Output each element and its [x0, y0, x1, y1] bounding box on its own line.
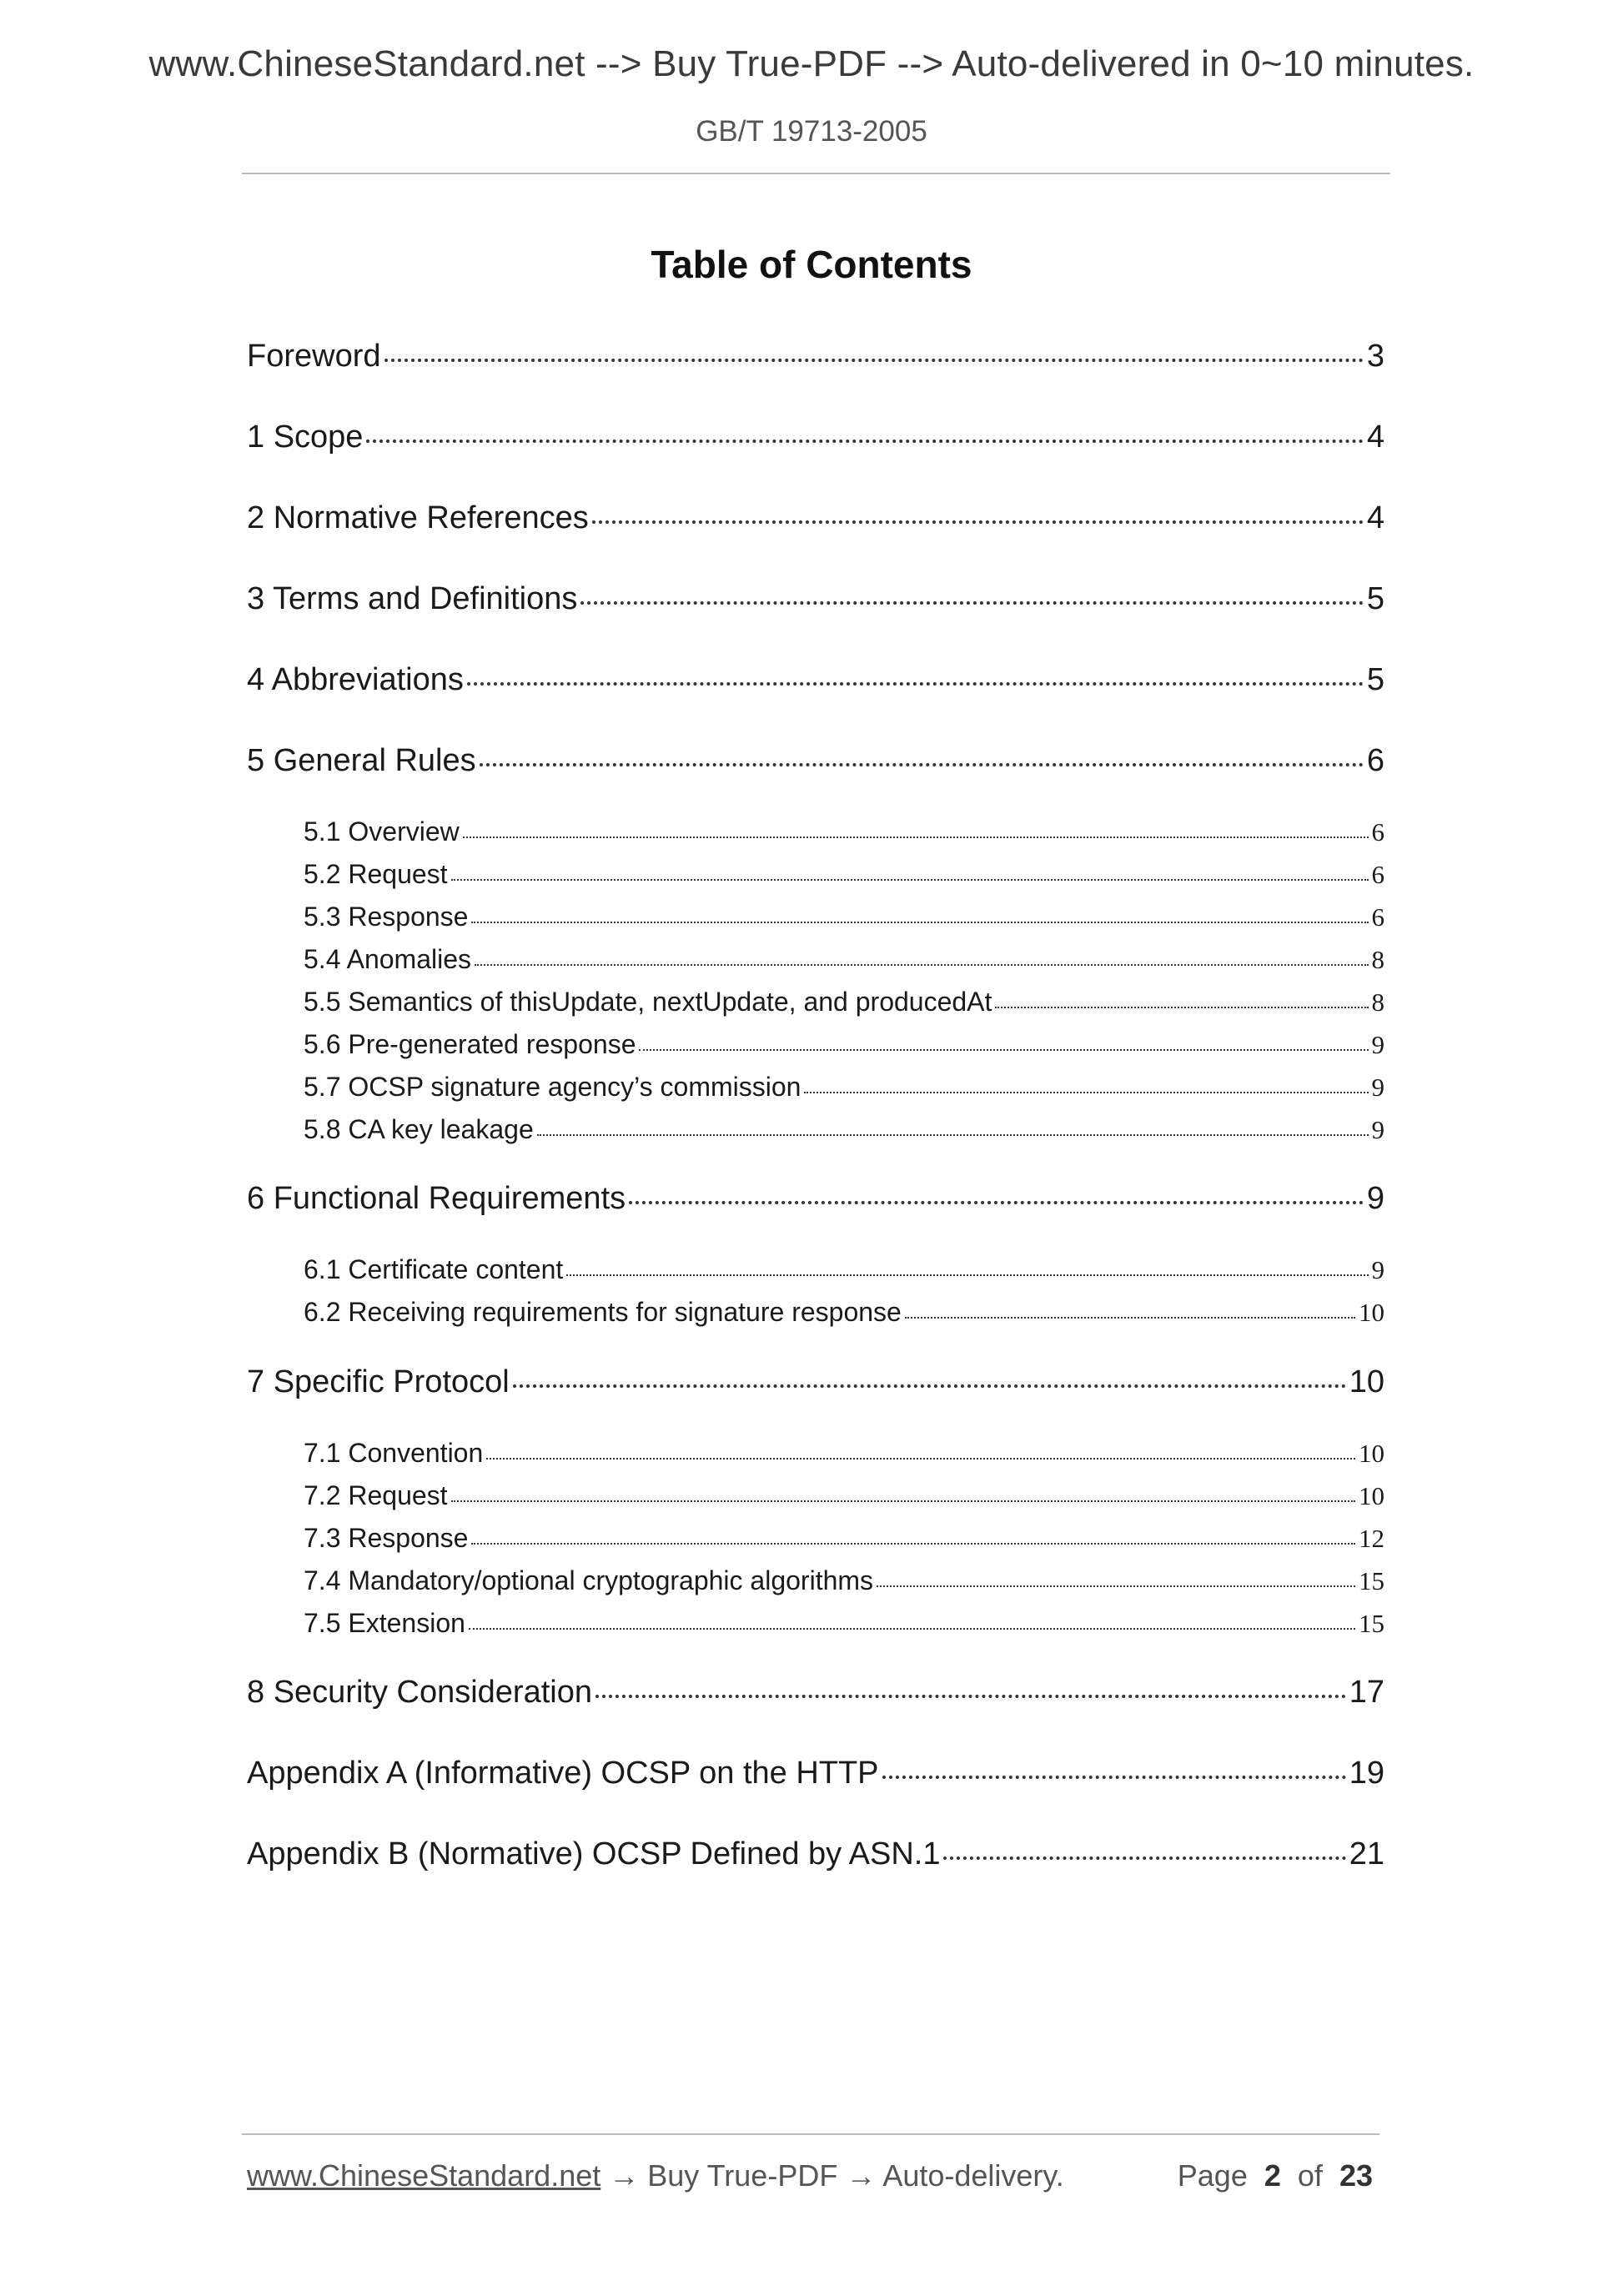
- page-total: 23: [1339, 2158, 1373, 2193]
- toc-entry-7-3[interactable]: [304, 1523, 1384, 1554]
- toc-entry-5-2[interactable]: [304, 859, 1384, 890]
- toc-entry-scope[interactable]: [247, 420, 1384, 455]
- toc-entry-page: 10: [1359, 1481, 1384, 1510]
- toc-entry-page: 15: [1359, 1609, 1384, 1638]
- toc-entry-label: 4 Abbreviations: [247, 662, 464, 697]
- toc-entry-page: 10: [1349, 1364, 1384, 1399]
- dot-leader: [469, 1628, 1355, 1630]
- toc-entry-label: 1 Scope: [247, 420, 364, 455]
- dot-leader: [471, 1543, 1355, 1545]
- toc-entry-page: 9: [1371, 1030, 1384, 1059]
- dot-leader: [384, 359, 1364, 362]
- page-indicator: [1178, 2158, 1373, 2193]
- toc-entry-page: 10: [1359, 1439, 1384, 1468]
- toc-entry-page: 8: [1371, 987, 1384, 1017]
- dot-leader: [592, 520, 1364, 524]
- dot-leader: [537, 1134, 1369, 1136]
- toc-entry-label: 5.2 Request: [304, 859, 448, 889]
- toc-entry-label: 7.5 Extension: [304, 1608, 465, 1638]
- toc-entry-page: 6: [1371, 860, 1384, 889]
- toc-entry-appendix-b[interactable]: [247, 1836, 1384, 1872]
- toc-entry-page: 17: [1349, 1675, 1384, 1710]
- toc-entry-5-5[interactable]: [304, 987, 1384, 1017]
- toc-entry-page: 3: [1366, 339, 1384, 374]
- toc-entry-label: 5.5 Semantics of thisUpdate, nextUpdate, and producedAt: [304, 987, 992, 1017]
- dot-leader: [629, 1201, 1364, 1204]
- toc-entry-label: Appendix A (Informative) OCSP on the HTTP: [247, 1756, 879, 1791]
- dot-leader: [513, 1384, 1346, 1388]
- of-word: of: [1297, 2158, 1323, 2193]
- toc-entry-6-1[interactable]: [304, 1254, 1384, 1285]
- toc-entry-page: 8: [1371, 945, 1384, 974]
- toc-entry-label: 5.4 Anomalies: [304, 944, 472, 974]
- dot-leader: [486, 1458, 1355, 1459]
- toc-entry-page: 21: [1349, 1836, 1384, 1871]
- page-current: 2: [1264, 2158, 1281, 2193]
- toc-entry-general-rules[interactable]: [247, 743, 1384, 779]
- toc-entry-label: 2 Normative References: [247, 500, 589, 535]
- toc-entry-5-8[interactable]: [304, 1114, 1384, 1145]
- footer-divider: [242, 2133, 1379, 2135]
- toc-entry-label: 6 Functional Requirements: [247, 1181, 626, 1216]
- toc-entry-label: 7 Specific Protocol: [247, 1364, 510, 1399]
- toc-entry-label: 5.1 Overview: [304, 816, 460, 847]
- dot-leader: [366, 440, 1363, 443]
- toc-entry-5-3[interactable]: [304, 902, 1384, 932]
- toc-entry-page: 9: [1366, 1181, 1384, 1216]
- dot-leader: [475, 964, 1368, 966]
- toc-entry-page: 12: [1359, 1524, 1384, 1553]
- toc-entry-page: 10: [1359, 1298, 1384, 1327]
- toc-entry-page: 19: [1349, 1756, 1384, 1791]
- toc-entry-label: 6.1 Certificate content: [304, 1254, 564, 1284]
- toc-entry-page: 6: [1366, 743, 1384, 778]
- toc-entry-6-2[interactable]: [304, 1297, 1384, 1328]
- dot-leader: [463, 837, 1369, 838]
- dot-leader: [451, 1500, 1355, 1502]
- dot-leader: [471, 922, 1368, 923]
- toc-entry-page: 9: [1371, 1255, 1384, 1284]
- page-word: Page: [1177, 2158, 1248, 2193]
- dot-leader: [580, 601, 1363, 605]
- toc-entry-security-consideration[interactable]: [247, 1675, 1384, 1711]
- toc-entry-label: 8 Security Consideration: [247, 1675, 592, 1710]
- footer-site-link[interactable]: www.ChineseStandard.net: [247, 2158, 601, 2193]
- toc-entry-normative-references[interactable]: [247, 500, 1384, 536]
- toc-entry-5-6[interactable]: [304, 1029, 1384, 1060]
- toc-entry-label: Appendix B (Normative) OCSP Defined by ASN.1: [247, 1836, 941, 1871]
- toc-entry-page: 4: [1366, 500, 1384, 535]
- dot-leader: [595, 1695, 1346, 1698]
- toc-entry-5-4[interactable]: [304, 944, 1384, 975]
- toc-entry-label: 7.4 Mandatory/optional cryptographic algorithms: [304, 1565, 874, 1595]
- toc-entry-label: 6.2 Receiving requirements for signature response: [304, 1297, 902, 1327]
- page-footer: [247, 2158, 1373, 2193]
- dot-leader: [566, 1274, 1368, 1276]
- toc-entry-specific-protocol[interactable]: [247, 1364, 1384, 1400]
- dot-leader: [451, 879, 1369, 881]
- toc-entry-foreword[interactable]: [247, 339, 1384, 374]
- toc-entry-page: 5: [1366, 581, 1384, 616]
- dot-leader: [943, 1856, 1345, 1860]
- dot-leader: [995, 1007, 1368, 1008]
- toc-entry-5-1[interactable]: [304, 816, 1384, 847]
- toc-entry-appendix-a[interactable]: [247, 1756, 1384, 1791]
- toc-entry-7-4[interactable]: [304, 1565, 1384, 1596]
- toc-entry-7-2[interactable]: [304, 1480, 1384, 1511]
- toc-entry-abbreviations[interactable]: [247, 662, 1384, 698]
- toc-entry-label: 5.6 Pre-generated response: [304, 1029, 636, 1059]
- toc-entry-page: 5: [1366, 662, 1384, 697]
- header-banner: www.ChineseStandard.net --> Buy True-PDF --> Auto-delivered in 0~10 minutes.: [148, 43, 1475, 84]
- toc-entry-page: 4: [1366, 420, 1384, 455]
- toc-entry-7-5[interactable]: [304, 1608, 1384, 1639]
- toc-entry-page: 9: [1371, 1073, 1384, 1102]
- toc-entry-functional-requirements[interactable]: [247, 1181, 1384, 1217]
- dot-leader: [905, 1317, 1355, 1319]
- toc-entry-label: Foreword: [247, 339, 381, 374]
- toc-entry-label: 7.2 Request: [304, 1480, 448, 1510]
- toc-entry-label: 7.1 Convention: [304, 1438, 484, 1468]
- toc-entry-label: 5.8 CA key leakage: [304, 1114, 534, 1144]
- dot-leader: [877, 1585, 1355, 1587]
- toc-title: Table of Contents: [651, 243, 972, 286]
- toc-entry-label: 5.7 OCSP signature agency’s commission: [304, 1072, 801, 1102]
- toc-entry-page: 9: [1371, 1115, 1384, 1144]
- dot-leader: [882, 1776, 1346, 1779]
- dot-leader: [480, 763, 1364, 766]
- toc-entry-7-1[interactable]: [304, 1438, 1384, 1469]
- dot-leader: [639, 1049, 1368, 1051]
- toc-entry-page: 6: [1371, 817, 1384, 847]
- toc-entry-label: 7.3 Response: [304, 1523, 469, 1553]
- toc-entry-page: 6: [1371, 902, 1384, 932]
- toc-entry-label: 5 General Rules: [247, 743, 476, 778]
- dot-leader: [804, 1092, 1368, 1093]
- toc-entry-page: 15: [1359, 1566, 1384, 1595]
- standard-code: GB/T 19713-2005: [696, 115, 927, 148]
- toc-entry-5-7[interactable]: [304, 1072, 1384, 1103]
- dot-leader: [467, 682, 1364, 686]
- table-of-contents: [247, 0, 1384, 2296]
- footer-tagline: → Buy True-PDF → Auto-delivery.: [600, 2158, 1064, 2193]
- toc-entry-label: 5.3 Response: [304, 902, 469, 932]
- toc-entry-label: 3 Terms and Definitions: [247, 581, 578, 616]
- toc-entry-terms-and-definitions[interactable]: [247, 581, 1384, 617]
